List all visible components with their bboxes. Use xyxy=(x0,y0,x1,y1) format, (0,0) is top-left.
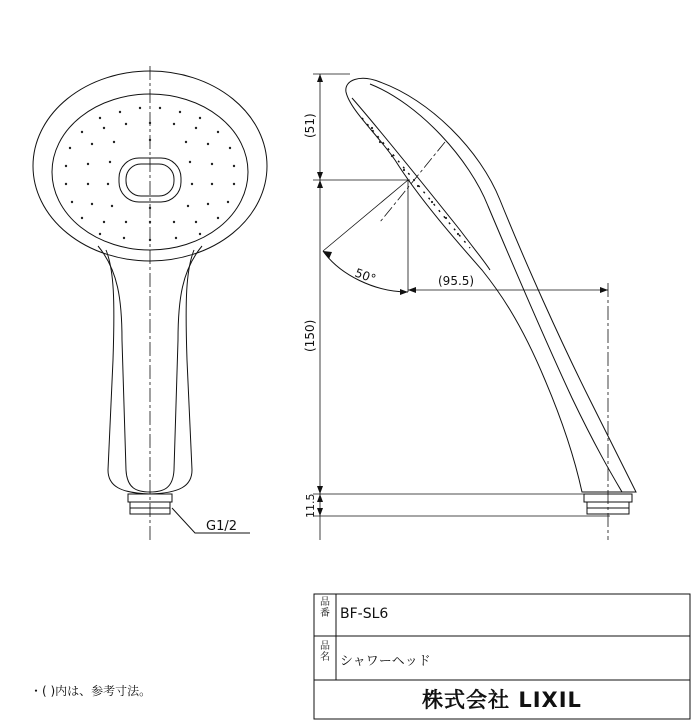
thread-label: G1/2 xyxy=(206,519,237,534)
product-name-value: シャワーヘッド xyxy=(340,654,431,669)
maker-logo: 株式会社 LIXIL xyxy=(422,688,582,712)
spray-axis xyxy=(380,142,445,222)
dim-handle-length-label: (150) xyxy=(303,319,317,352)
side-face-line xyxy=(352,98,490,270)
spray-holes xyxy=(65,107,235,241)
dim-top-head-label: (51) xyxy=(303,113,317,138)
dim-connector-label: 11.5 xyxy=(304,493,317,518)
front-view xyxy=(33,66,267,540)
side-outline xyxy=(346,78,636,492)
part-number-label: 品番 xyxy=(320,597,330,619)
dim-reach-label: (95.5) xyxy=(438,274,475,288)
dim-angle-label: 50° xyxy=(352,265,378,287)
product-name-label: 品名 xyxy=(320,641,330,663)
side-view xyxy=(313,74,636,540)
reference-dimension-note: ・( )内は、参考寸法。 xyxy=(30,684,152,698)
part-number-value: BF-SL6 xyxy=(340,606,389,622)
